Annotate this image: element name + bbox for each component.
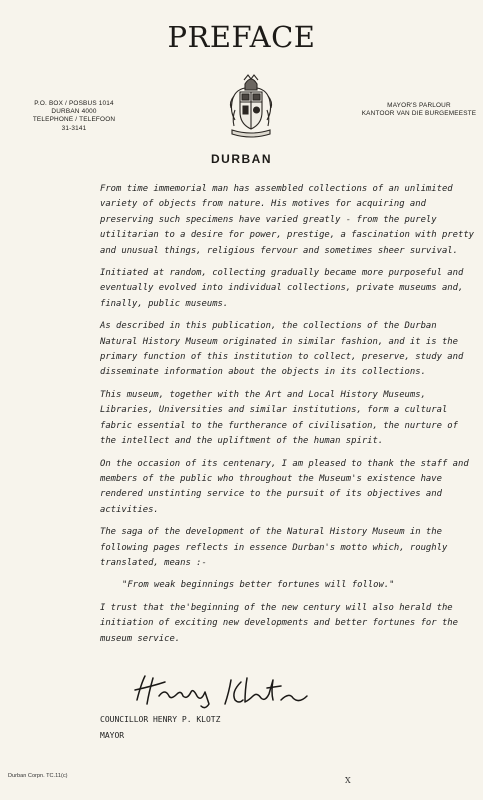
mayors-parlour-line: MAYOR'S PARLOUR <box>387 102 451 109</box>
preface-body <box>100 182 475 654</box>
footer-reference: Durban Corpn. TC.11(c) <box>8 773 68 779</box>
motto-quote: "From weak beginnings better fortunes will follow." <box>122 580 395 591</box>
paragraph-durban-motto: The saga of the development of the Natural History Museum in the following pages reflects in essence Durban's motto which, roughly translated, means :- <box>100 527 448 568</box>
handwritten-signature <box>131 670 316 712</box>
signer-name: COUNCILLOR HENRY P. KLOTZ <box>100 715 221 724</box>
letterhead-city: DURBAN <box>211 152 272 166</box>
paragraph-new-century: I trust that the'beginning of the new century will also herald the initiation of exciting new developments and better fortunes for the museum service. <box>100 602 458 644</box>
postal-box-line: P.O. BOX / POSBUS 1014 <box>34 100 114 107</box>
kantoor-line: KANTOOR VAN DIE BURGEMEESTE <box>361 110 477 118</box>
coat-of-arms-icon <box>226 70 276 142</box>
paragraph-collecting-evolution: Initiated at random, collecting gradually became more purposeful and eventually evolved into individual collections, private museums and, finally, public museums. <box>100 268 464 309</box>
city-postcode-line: DURBAN 4000 <box>51 108 97 116</box>
telephone-number-line: 31-3141 <box>61 124 87 132</box>
paragraph-museum-function: As described in this publication, the collections of the Durban Natural History Museum originated in similar fashion, and it is the primary function of this institution to collect, preserve, study and disseminate information about the objects in its collections. <box>100 321 464 378</box>
signer-title: MAYOR <box>100 731 125 740</box>
letterhead-contact <box>14 100 134 133</box>
paragraph-collections-origin: From time immemorial man has assembled collections of an unlimited variety of objects from nature. His motives for acquiring and preserving such specimens have varied greatly - from the purely utilitarian to a desire for power, prestige, a fascination with pretty and unusual things, religious fervour and sometimes sheer survival. <box>100 184 475 256</box>
mayors-parlour-letterhead <box>355 102 483 118</box>
page-number: X <box>345 776 351 785</box>
telephone-label-line: TELEPHONE / TELEFOON <box>32 116 116 124</box>
page-heading: PREFACE <box>167 20 316 54</box>
paragraph-centenary-thanks: On the occasion of its centenary, I am pleased to thank the staff and members of the public who throughout the Museum's existence have rendered unstinting service to the pursuit of its objectives and activities. <box>100 458 469 515</box>
paragraph-cultural-fabric: This museum, together with the Art and Local History Museums, Libraries, Universities and similar institutions, form a cultural fabric essential to the furtherance of civilisation, the nurture of the intellect and the upliftment of the human spirit. <box>100 389 458 447</box>
signer-block <box>100 712 220 744</box>
